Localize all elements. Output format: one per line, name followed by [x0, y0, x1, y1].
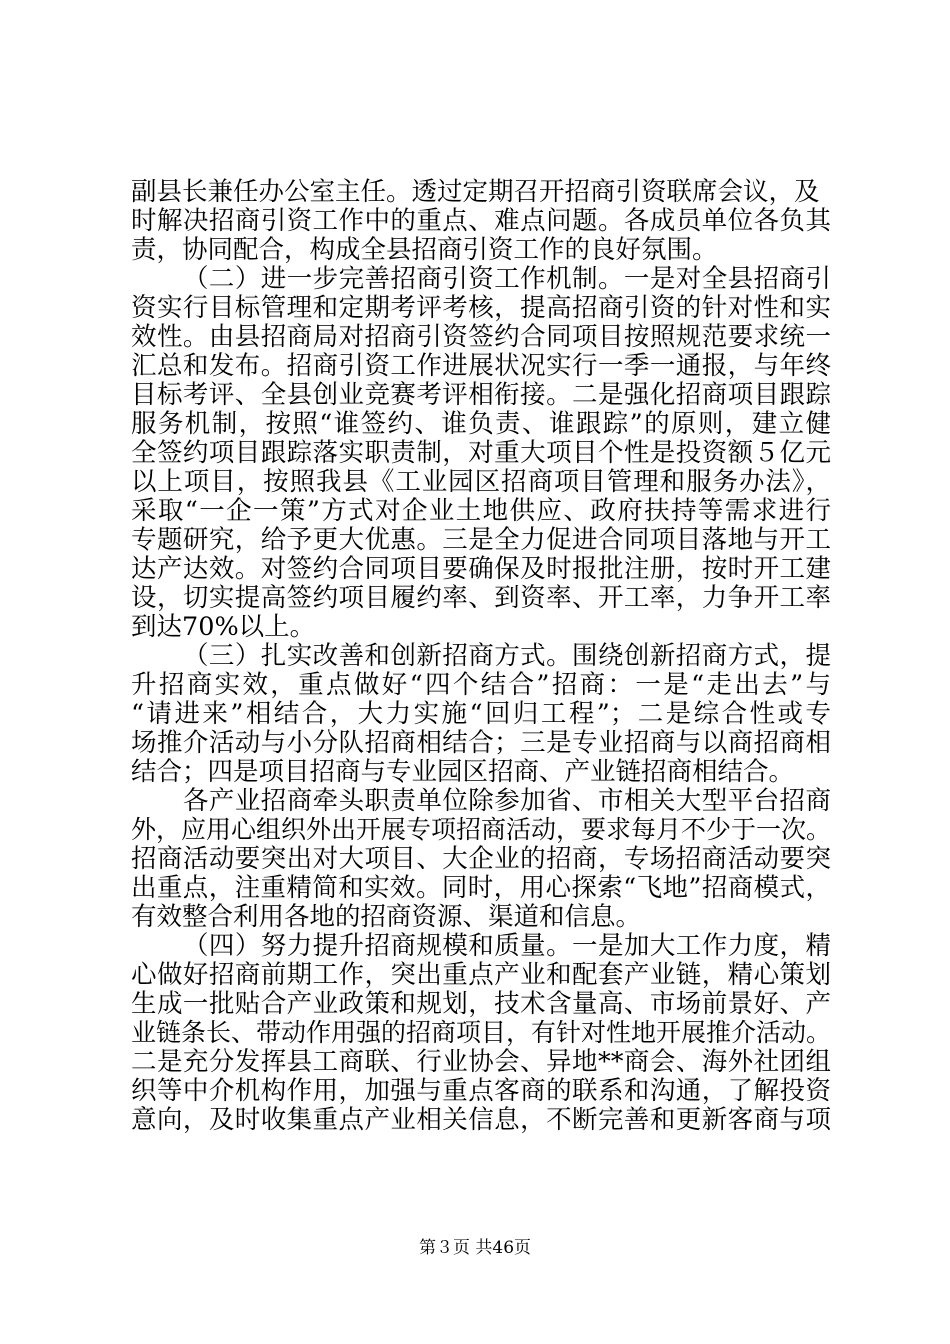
- text-line: 资实行目标管理和定期考评考核，提高招商引资的针对性和实: [131, 293, 831, 323]
- text-line: 出重点，注重精简和实效。同时，用心探索“飞地”招商模式，: [131, 873, 831, 903]
- text-line: 以上项目，按照我县《工业园区招商项目管理和服务办法》，: [131, 467, 831, 497]
- text-line: 采取“一企一策”方式对企业土地供应、政府扶持等需求进行: [131, 496, 831, 526]
- text-line: 汇总和发布。招商引资工作进展状况实行一季一通报，与年终: [131, 351, 831, 381]
- text-line: 专题研究，给予更大优惠。三是全力促进合同项目落地与开工: [131, 525, 831, 555]
- paragraph-heading-line: （三）扎实改善和创新招商方式。围绕创新招商方式，提: [183, 641, 831, 671]
- paragraph-first-line: 各产业招商牵头职责单位除参加省、市相关大型平台招商: [183, 786, 831, 816]
- text-line: 全签约项目跟踪落实职责制，对重大项目个性是投资额５亿元: [131, 438, 831, 468]
- text-line: 场推介活动与小分队招商相结合；三是专业招商与以商招商相: [131, 728, 831, 758]
- text-line: 目标考评、全县创业竞赛考评相衔接。二是强化招商项目跟踪: [131, 380, 831, 410]
- text-line: 结合；四是项目招商与专业园区招商、产业链招商相结合。: [131, 757, 795, 787]
- text-line: 设，切实提高签约项目履约率、到资率、开工率，力争开工率: [131, 583, 831, 613]
- text-line: 织等中介机构作用，加强与重点客商的联系和沟通，了解投资: [131, 1076, 831, 1106]
- paragraph-heading-line: （二）进一步完善招商引资工作机制。一是对全县招商引: [183, 264, 831, 294]
- text-line: 心做好招商前期工作，突出重点产业和配套产业链，精心策划: [131, 960, 831, 990]
- page-number-footer: 第３页 共46页: [418, 1238, 532, 1258]
- text-line: “请进来”相结合，大力实施“回归工程”；二是综合性或专: [131, 699, 831, 729]
- text-line: 副县长兼任办公室主任。透过定期召开招商引资联席会议，及: [131, 177, 820, 207]
- text-line: 意向，及时收集重点产业相关信息，不断完善和更新客商与项: [131, 1105, 831, 1135]
- text-line: 效性。由县招商局对招商引资签约合同项目按照规范要求统一: [131, 322, 831, 352]
- text-line: 生成一批贴合产业政策和规划，技术含量高、市场前景好、产: [131, 989, 831, 1019]
- text-line: 时解决招商引资工作中的重点、难点问题。各成员单位各负其: [131, 206, 831, 236]
- text-line: 达产达效。对签约合同项目要确保及时报批注册，按时开工建: [131, 554, 831, 584]
- text-line: 到达70%以上。: [131, 612, 316, 642]
- text-line: 责，协同配合，构成全县招商引资工作的良好氛围。: [131, 235, 718, 265]
- text-line: 业链条长、带动作用强的招商项目，有针对性地开展推介活动。: [131, 1018, 832, 1047]
- text-line: 服务机制，按照“谁签约、谁负责、谁跟踪”的原则，建立健: [131, 409, 831, 439]
- text-line: 外，应用心组织外出开展专项招商活动，要求每月不少于一次。: [131, 815, 832, 844]
- text-line: 二是充分发挥县工商联、行业协会、异地**商会、海外社团组: [131, 1047, 831, 1077]
- paragraph-heading-line: （四）努力提升招商规模和质量。一是加大工作力度，精: [183, 931, 831, 961]
- text-line: 有效整合利用各地的招商资源、渠道和信息。: [131, 902, 642, 932]
- text-line: 招商活动要突出对大项目、大企业的招商，专场招商活动要突: [131, 844, 831, 874]
- text-line: 升招商实效，重点做好“四个结合”招商：一是“走出去”与: [131, 670, 831, 700]
